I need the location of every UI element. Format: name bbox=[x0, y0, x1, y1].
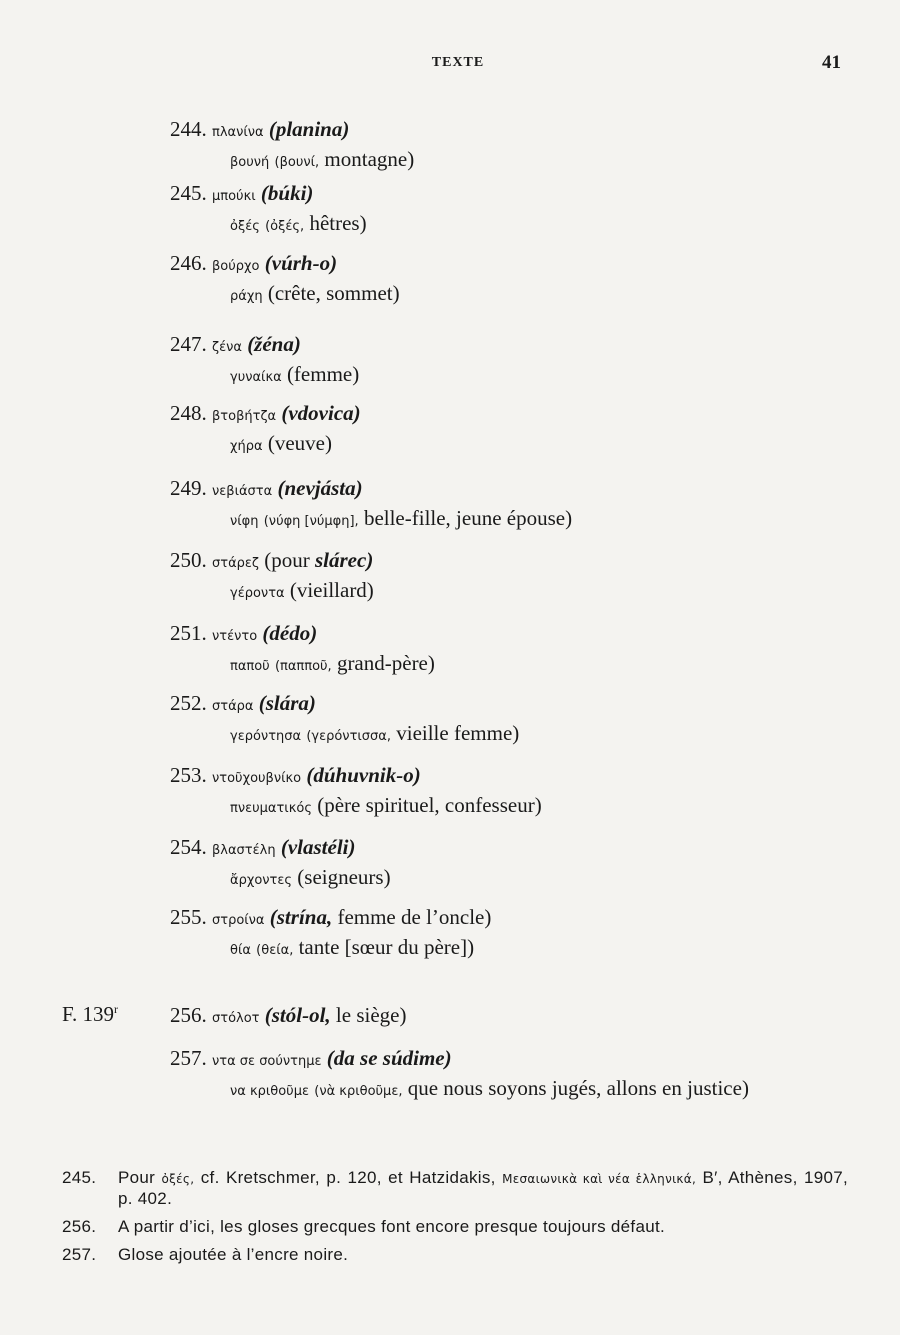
glossary-entry bbox=[170, 834, 850, 894]
entry-gloss bbox=[170, 650, 850, 680]
entry-gloss bbox=[170, 934, 850, 964]
gloss-greek: παποῦ bbox=[230, 659, 270, 674]
entry-headline bbox=[170, 1045, 850, 1075]
gloss-french: (père spirituel, confesseur) bbox=[317, 793, 542, 817]
entry-greek: ντέντο bbox=[212, 629, 258, 644]
gloss-greek-standard: (ὀξές, bbox=[265, 219, 305, 234]
gloss-greek: γερόντησα bbox=[230, 729, 302, 744]
entry-pre: (pour bbox=[264, 548, 315, 572]
entry-number: 257. bbox=[170, 1046, 207, 1070]
entry-transliteration: (planina) bbox=[268, 117, 350, 141]
gloss-french: (veuve) bbox=[267, 431, 332, 455]
entry-headline bbox=[170, 690, 850, 720]
entry-transliteration: slárec) bbox=[315, 548, 374, 572]
entry-transliteration: (nevjásta) bbox=[277, 476, 363, 500]
entry-headline bbox=[170, 834, 850, 864]
entry-number: 246. bbox=[170, 251, 207, 275]
glossary-entry bbox=[170, 475, 850, 535]
gloss-french: grand-père) bbox=[336, 651, 435, 675]
entry-gloss bbox=[170, 146, 850, 176]
gloss-french: vieille femme) bbox=[396, 721, 520, 745]
gloss-french: tante [sœur du père]) bbox=[298, 935, 475, 959]
gloss-greek: να κριθοῦμε bbox=[230, 1084, 310, 1099]
gloss-french: que nous soyons jugés, allons en justice) bbox=[407, 1076, 749, 1100]
entry-headline bbox=[170, 331, 850, 361]
glossary-entry bbox=[170, 547, 850, 607]
entry-headline bbox=[170, 400, 850, 430]
entry-transliteration: (vlastéli) bbox=[280, 835, 356, 859]
gloss-greek: ὀξές bbox=[230, 219, 260, 234]
entry-headline bbox=[170, 762, 850, 792]
entry-number: 255. bbox=[170, 905, 207, 929]
entry-greek: ντα σε σούντημε bbox=[212, 1054, 322, 1069]
entry-greek: πλανίνα bbox=[212, 125, 264, 140]
gloss-greek-standard: (θεία, bbox=[256, 943, 294, 958]
entry-headline bbox=[170, 180, 850, 210]
entry-number: 251. bbox=[170, 621, 207, 645]
entry-transliteration: (dúhuvnik-o) bbox=[306, 763, 421, 787]
entry-greek: βούρχο bbox=[212, 259, 260, 274]
gloss-greek: γυναίκα bbox=[230, 370, 282, 385]
entry-headline bbox=[170, 547, 850, 577]
entry-headline bbox=[170, 475, 850, 505]
entry-gloss bbox=[170, 361, 850, 391]
entry-greek: στροίνα bbox=[212, 913, 265, 928]
gloss-greek: θία bbox=[230, 943, 251, 958]
gloss-french: (femme) bbox=[286, 362, 360, 386]
entry-gloss bbox=[170, 720, 850, 750]
entry-transliteration: (slára) bbox=[258, 691, 316, 715]
footnote bbox=[62, 1168, 848, 1209]
footnote-text: A partir d’ici, les gloses grecques font encore presque toujours défaut. bbox=[118, 1217, 666, 1236]
entry-number: 244. bbox=[170, 117, 207, 141]
glossary-entry bbox=[170, 180, 850, 240]
gloss-french: (vieillard) bbox=[289, 578, 374, 602]
entry-greek: μπούκι bbox=[212, 189, 256, 204]
entry-headline bbox=[170, 250, 850, 280]
entry-greek: στόλοτ bbox=[212, 1011, 260, 1026]
entry-transliteration: (búki) bbox=[260, 181, 314, 205]
entry-number: 252. bbox=[170, 691, 207, 715]
entry-transliteration: (vúrh-o) bbox=[264, 251, 338, 275]
entry-greek: ντοῦχουβνίκο bbox=[212, 771, 302, 786]
footnote-text: Glose ajoutée à l’encre noire. bbox=[118, 1245, 349, 1264]
gloss-greek-standard: (βουνί, bbox=[274, 155, 320, 170]
footnotes bbox=[62, 1168, 848, 1273]
gloss-french: montagne) bbox=[324, 147, 415, 171]
gloss-greek-standard: (νὰ κριθοῦμε, bbox=[314, 1084, 403, 1099]
glossary-entry bbox=[170, 1002, 850, 1032]
entry-gloss bbox=[170, 210, 850, 240]
footnote-greek: ὀξές, bbox=[161, 1172, 195, 1186]
entry-headline bbox=[170, 904, 850, 934]
footnote-part: B′, Athènes, 1907, p. 402. bbox=[118, 1168, 848, 1208]
entry-greek: βλαστέλη bbox=[212, 843, 276, 858]
entry-greek: βτοβήτζα bbox=[212, 409, 277, 424]
entry-number: 249. bbox=[170, 476, 207, 500]
entry-number: 247. bbox=[170, 332, 207, 356]
footnote-part: Pour bbox=[118, 1168, 156, 1187]
footnote-part: cf. Kretschmer, p. 120, et Hatzidakis, bbox=[200, 1168, 496, 1187]
gloss-french: hêtres) bbox=[309, 211, 367, 235]
glossary-entry bbox=[170, 1045, 850, 1105]
page-number: 41 bbox=[822, 52, 841, 73]
entry-greek: στάρα bbox=[212, 699, 254, 714]
glossary-entry bbox=[170, 116, 850, 176]
entry-greek: στάρεζ bbox=[212, 556, 259, 571]
running-header: TEXTE bbox=[431, 55, 485, 70]
entry-gloss bbox=[170, 505, 850, 535]
entry-gloss bbox=[170, 430, 850, 460]
gloss-french: belle-fille, jeune épouse) bbox=[363, 506, 573, 530]
folio-marker bbox=[62, 1002, 118, 1027]
glossary-entry bbox=[170, 690, 850, 750]
glossary-entry bbox=[170, 400, 850, 460]
entry-number: 256. bbox=[170, 1003, 207, 1027]
entry-gloss bbox=[170, 792, 850, 822]
entry-post: le siège) bbox=[330, 1003, 407, 1027]
footnote-number: 256. bbox=[62, 1217, 97, 1236]
entry-number: 254. bbox=[170, 835, 207, 859]
entry-greek: νεβιάστα bbox=[212, 484, 273, 499]
entry-transliteration: (strína, bbox=[269, 905, 333, 929]
footnote-number: 257. bbox=[62, 1245, 97, 1264]
entry-number: 250. bbox=[170, 548, 207, 572]
footnote-text bbox=[118, 1168, 848, 1209]
entry-gloss bbox=[170, 577, 850, 607]
glossary-entry bbox=[170, 620, 850, 680]
gloss-french: (seigneurs) bbox=[297, 865, 391, 889]
entry-transliteration: (žéna) bbox=[247, 332, 301, 356]
footnote bbox=[62, 1217, 848, 1237]
footnote-greek: Μεσαιωνικὰ καὶ νέα ἑλληνικά, bbox=[502, 1172, 697, 1186]
entry-gloss bbox=[170, 280, 850, 310]
gloss-greek: γέροντα bbox=[230, 586, 285, 601]
footnote-number: 245. bbox=[62, 1168, 97, 1187]
gloss-greek: πνευματικός bbox=[230, 801, 312, 816]
entry-gloss bbox=[170, 864, 850, 894]
entry-gloss bbox=[170, 1075, 850, 1105]
entry-headline bbox=[170, 116, 850, 146]
glossary-entry bbox=[170, 331, 850, 391]
entry-greek: ζένα bbox=[212, 340, 242, 355]
gloss-greek-standard: (νύφη [νύμφη], bbox=[263, 514, 359, 529]
gloss-greek-standard: (γερόντισσα, bbox=[306, 729, 391, 744]
gloss-greek: χήρα bbox=[230, 439, 263, 454]
entry-transliteration: (da se súdime) bbox=[326, 1046, 452, 1070]
gloss-greek: ράχη bbox=[230, 289, 263, 304]
entry-headline bbox=[170, 620, 850, 650]
gloss-greek: νίφη bbox=[230, 514, 259, 529]
glossary-entry bbox=[170, 904, 850, 964]
gloss-greek: βουνή bbox=[230, 155, 270, 170]
folio-label: F. 139 bbox=[62, 1002, 114, 1026]
gloss-greek: ἄρχοντες bbox=[230, 873, 293, 888]
entry-number: 245. bbox=[170, 181, 207, 205]
glossary-entry bbox=[170, 250, 850, 310]
entry-transliteration: (stól-ol, bbox=[264, 1003, 331, 1027]
entry-transliteration: (dédo) bbox=[262, 621, 318, 645]
entry-post: femme de l’oncle) bbox=[332, 905, 492, 929]
footnote bbox=[62, 1245, 848, 1265]
entry-transliteration: (vdovica) bbox=[281, 401, 361, 425]
gloss-french: (crête, sommet) bbox=[267, 281, 400, 305]
gloss-greek-standard: (παπποῦ, bbox=[274, 659, 332, 674]
entry-number: 248. bbox=[170, 401, 207, 425]
entry-number: 253. bbox=[170, 763, 207, 787]
folio-sup: r bbox=[114, 1002, 118, 1016]
entry-headline bbox=[170, 1002, 850, 1032]
glossary-entry bbox=[170, 762, 850, 822]
